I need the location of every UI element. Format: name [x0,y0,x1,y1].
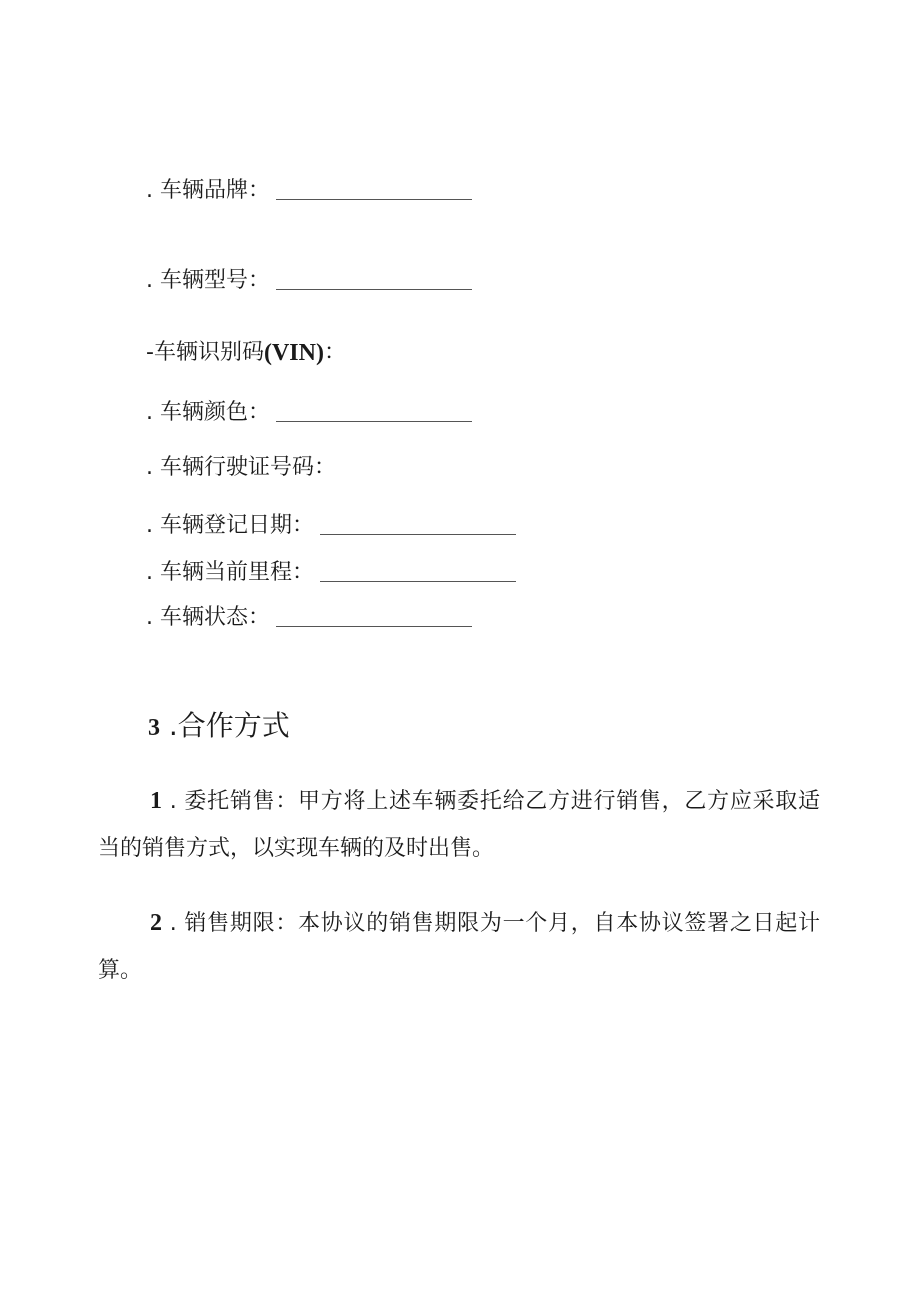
field-label: . 车辆颜色： [146,400,270,425]
field-vehicle-mileage [146,558,516,588]
fill-in-blank [276,198,472,200]
field-label: . 车辆当前里程： [146,560,314,585]
section-number: 3 [148,715,160,741]
fill-in-blank [276,625,472,627]
clause-paragraph [98,778,820,872]
section-heading [148,708,290,746]
fill-in-blank [320,580,516,582]
clause-paragraph [98,900,820,994]
field-label: . 车辆行驶证号码： [146,455,336,480]
section-title: .合作方式 [160,709,290,742]
field-vehicle-color [146,398,472,428]
field-label: . 车辆登记日期： [146,513,314,538]
field-label: . 车辆型号： [146,268,270,293]
fill-in-blank [276,288,472,290]
clause-number: 2 [150,910,162,936]
field-label-suffix: ： [323,340,346,365]
field-vehicle-license-number [146,453,336,483]
field-vehicle-vin [146,338,346,368]
fill-in-blank [320,533,516,535]
clause-number: 1 [150,788,162,814]
field-label: . 车辆品牌： [146,178,270,203]
clause-text: . 销售期限：本协议的销售期限为一个月，自本协议签署之日起计算。 [98,911,820,983]
field-label-vin: (VIN) [263,340,324,366]
field-vehicle-brand [146,176,472,206]
field-label-prefix: -车辆识别码 [146,340,264,365]
field-vehicle-model [146,266,472,296]
field-vehicle-registration-date [146,511,516,541]
field-label: . 车辆状态： [146,605,270,630]
fill-in-blank [276,420,472,422]
field-vehicle-status [146,603,472,633]
clause-text: . 委托销售：甲方将上述车辆委托给乙方进行销售，乙方应采取适当的销售方式，以实现车辆的及时出售。 [98,789,820,861]
